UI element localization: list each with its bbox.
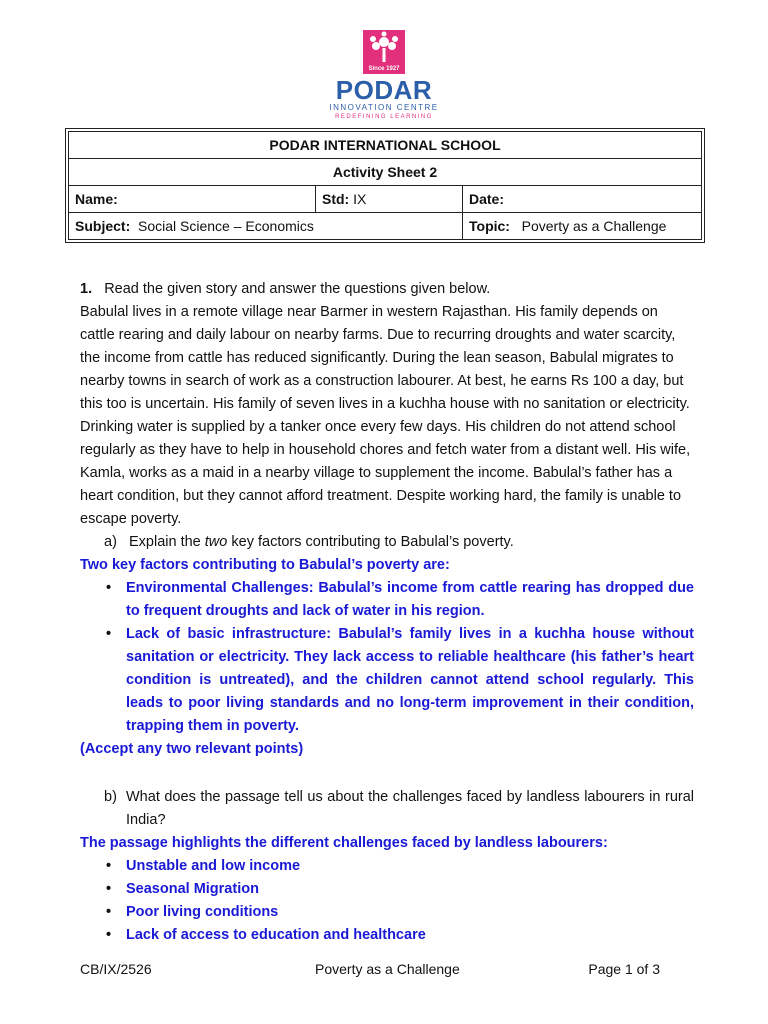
part-a-emphasis: two [204, 534, 228, 550]
part-a-answer-intro: Two key factors contributing to Babulal’s poverty are: [80, 557, 450, 573]
part-a-question [80, 531, 694, 554]
list-item: • Seasonal Migration [80, 878, 694, 901]
footer-page-number: Page 1 of 3 [588, 961, 660, 977]
tree-icon [363, 30, 405, 74]
part-b-label: b) [104, 789, 117, 805]
subject-label: Subject: [75, 218, 131, 234]
name-cell [69, 186, 316, 213]
std-cell [316, 186, 463, 213]
list-item: • Unstable and low income [80, 855, 694, 878]
header-table [65, 128, 705, 243]
page-footer [80, 961, 694, 983]
list-item: • Lack of basic infrastructure: Babulal’s family lives in a kuchha house without sanitation or electricity. They lack access to reliable healthcare (his father’s heart condition is untreated), and the children cannot attend school regularly. This leads to poor living standards and no long-term improvement in their condition, trapping them in poverty. [80, 623, 694, 738]
logo-since: Since 1927 [368, 66, 400, 72]
footer-title: Poverty as a Challenge [315, 961, 460, 977]
list-item: • Poor living conditions [80, 901, 694, 924]
list-item: • Lack of access to education and healthcare [80, 924, 694, 947]
topic-cell [463, 213, 702, 240]
story-passage: Babulal lives in a remote village near Barmer in western Rajasthan. His family depends on cattle rearing and daily labour on nearby farms. Due to recurring droughts and water scarcity, the income from cattle has reduced significantly. During the lean season, Babulal migrates to nearby towns in search of work as a construction labourer. At best, he earns Rs 100 a day, but this too is uncertain. His family of seven lives in a kuchha house with no sanitation or electricity. Drinking water is supplied by a tanker once every few days. His children do not attend school regularly as they have to help in household chores and fetch water from a distant well. His wife, Kamla, works as a maid in a nearby village to supplement the income. Babulal’s father has a heart condition, but they cannot afford treatment. Despite working hard, the family is unable to escape poverty. [80, 304, 691, 527]
part-b-text: What does the passage tell us about the challenges faced by landless labourers in rural India? [126, 789, 694, 828]
date-cell [463, 186, 702, 213]
name-label: Name: [75, 191, 118, 207]
logo-name: PODAR [335, 75, 433, 105]
question-number: 1. [80, 281, 93, 297]
logo-subtitle: INNOVATION CENTRE [329, 103, 439, 112]
footer-code: CB/IX/2526 [80, 961, 152, 977]
part-a-label: a) [104, 534, 117, 550]
question-1-instruction-line [80, 278, 694, 301]
part-b-answer-intro: The passage highlights the different challenges faced by landless labourers: [80, 835, 608, 851]
question-content [80, 278, 694, 947]
part-a-text-after: key factors contributing to Babulal’s poverty. [227, 534, 514, 550]
part-b-question [80, 786, 694, 832]
subject-cell [69, 213, 463, 240]
part-a-answer-list [80, 577, 694, 738]
sheet-title: Activity Sheet 2 [69, 159, 702, 186]
part-a-note: (Accept any two relevant points) [80, 741, 304, 757]
part-a-text-before: Explain the [129, 534, 205, 550]
subject-value: Social Science – Economics [138, 218, 314, 234]
logo-tagline: REDEFINING LEARNING [335, 114, 433, 120]
list-item: • Environmental Challenges: Babulal’s income from cattle rearing has dropped due to frequent droughts and lack of water in his region. [80, 577, 694, 623]
date-label: Date: [469, 191, 505, 207]
topic-value: Poverty as a Challenge [521, 218, 667, 234]
part-b-answer-list [80, 855, 694, 947]
question-instruction: Read the given story and answer the questions given below. [104, 281, 491, 297]
school-logo [0, 30, 768, 121]
std-value: IX [353, 191, 367, 207]
topic-label: Topic: [469, 218, 510, 234]
std-label: Std: [322, 191, 350, 207]
school-name: PODAR INTERNATIONAL SCHOOL [69, 132, 702, 159]
